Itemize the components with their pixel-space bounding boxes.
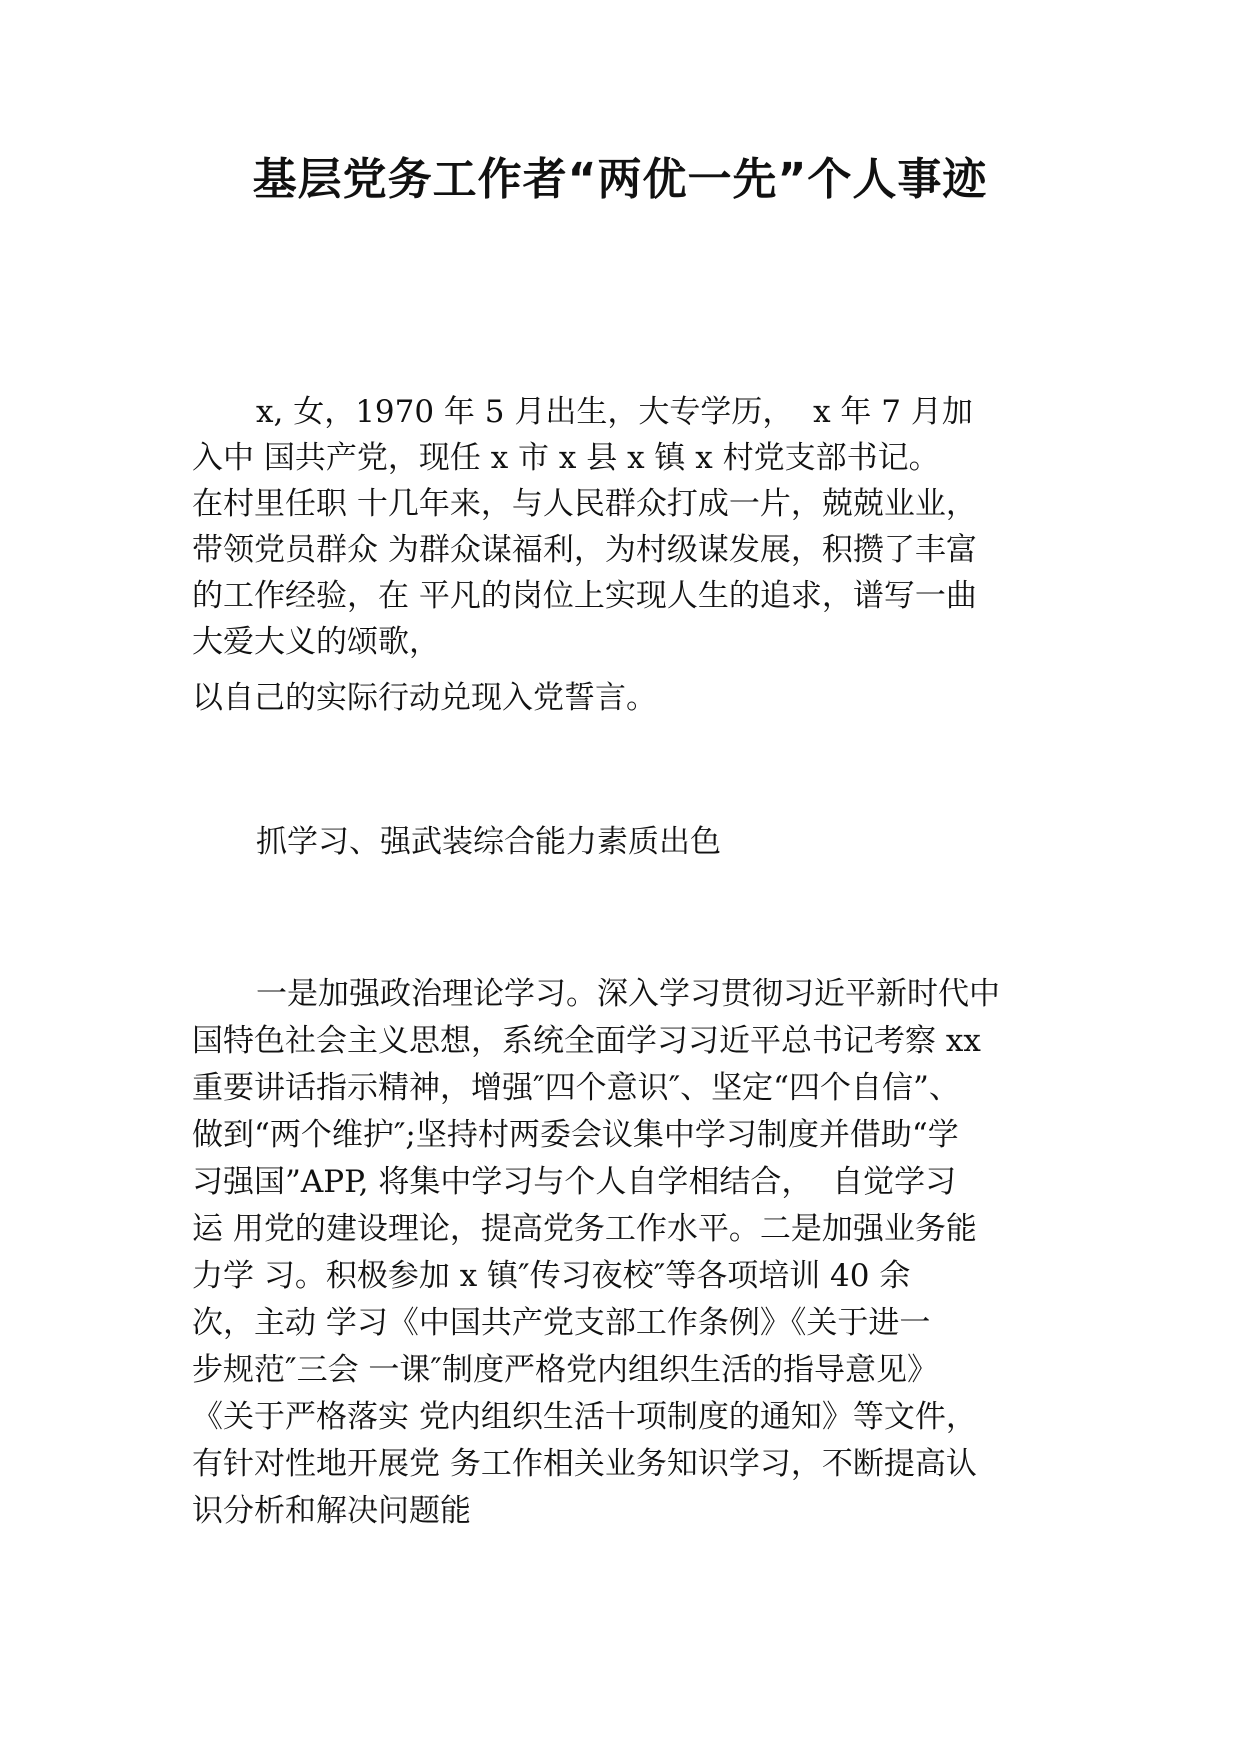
paragraph-line: 运 用党的建设理论，提高党务工作水平。二是加强业务能 (192, 1211, 977, 1247)
paragraph-oath: 以自己的实际行动兑现入党誓言。 (192, 680, 657, 716)
paragraph-line: 大爱大义的颂歌， (192, 624, 440, 660)
paragraph-line: 带领党员群众 为群众谋福利，为村级谋发展，积攒了丰富 (192, 532, 977, 568)
paragraph-line: 次，主动 学习《中国共产党支部工作条例》《关于进一 (192, 1305, 931, 1341)
paragraph-line: 国特色社会主义思想，系统全面学习习近平总书记考察 xx (192, 1023, 981, 1059)
section-heading: 抓学习、强武装综合能力素质出色 (256, 824, 721, 860)
paragraph-line: 有针对性地开展党 务工作相关业务知识学习，不断提高认 (192, 1446, 977, 1482)
paragraph-line: 做到“两个维护″;坚持村两委会议集中学习制度并借助“学 (192, 1117, 959, 1153)
paragraph-line: 重要讲话指示精神，增强″四个意识″、坚定“四个自信”、 (192, 1070, 960, 1106)
paragraph-line: 力学 习。积极参加 x 镇″传习夜校″等各项培训 40 余 (192, 1258, 911, 1294)
paragraph-line: 《关于严格落实 党内组织生活十项制度的通知》等文件， (192, 1399, 977, 1435)
paragraph-line: 的工作经验，在 平凡的岗位上实现人生的追求，谱写一曲 (192, 578, 977, 614)
paragraph-line: x, 女，1970 年 5 月出生，大专学历， x 年 7 月加 (256, 394, 973, 430)
paragraph-line: 一是加强政治理论学习。深入学习贯彻习近平新时代中 (256, 976, 1000, 1012)
paragraph-line: 在村里任职 十几年来，与人民群众打成一片，兢兢业业， (192, 486, 977, 522)
paragraph-line: 步规范″三会 一课″制度严格党内组织生活的指导意见》 (192, 1352, 939, 1388)
document-title: 基层党务工作者“两优一先”个人事迹 (252, 154, 988, 205)
paragraph-line: 识分析和解决问题能 (192, 1493, 471, 1529)
paragraph-line: 入中 国共产党，现任 x 市 x 县 x 镇 x 村党支部书记。 (192, 440, 940, 476)
paragraph-line: 习强国”APP, 将集中学习与个人自学相结合， 自觉学习 (192, 1164, 957, 1200)
